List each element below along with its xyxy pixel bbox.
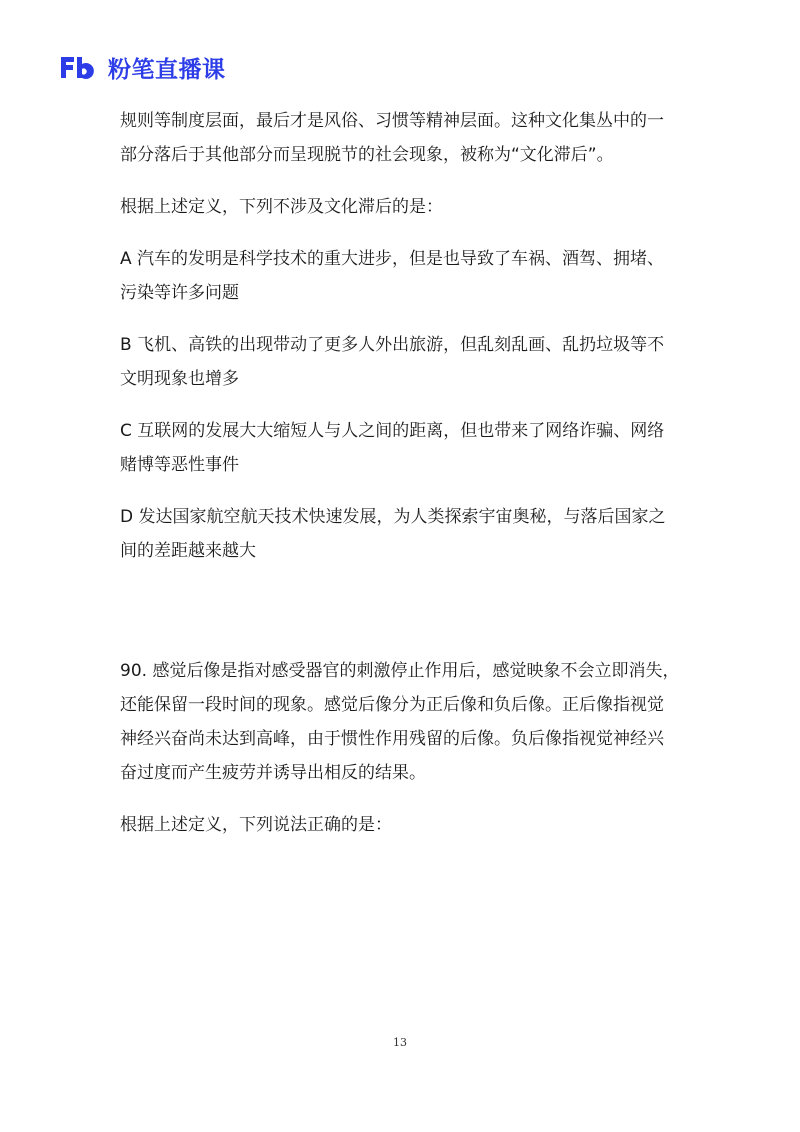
brand-name: 粉笔直播课 xyxy=(108,56,226,83)
question-90-definition: 90. 感觉后像是指对感受器官的刺激停止作用后，感觉映象不会立即消失，还能保留一段时间的现象。感觉后像分为正后像和负后像。正后像指视觉神经兴奋尚未达到高峰，由于惯性作用残留的后像。负后像指视觉神经兴奋过度而产生疲劳并诱导出相反的结果。 xyxy=(120,661,680,783)
option-b: B 飞机、高铁的出现带动了更多人外出旅游，但乱刻乱画、乱扔垃圾等不文明现象也增多 xyxy=(120,335,665,389)
page-number: 13 xyxy=(393,1036,407,1049)
question-stem: 根据上述定义，下列不涉及文化滞后的是： xyxy=(120,197,443,217)
fb-logo-icon xyxy=(58,53,102,81)
question-90-stem: 根据上述定义，下列说法正确的是： xyxy=(120,815,392,835)
document-body xyxy=(120,104,680,842)
option-c: C 互联网的发展大大缩短人与人之间的距离，但也带来了网络诈骗、网络赌博等恶性事件 xyxy=(120,421,665,475)
paragraph-definition-end: 规则等制度层面，最后才是风俗、习惯等精神层面。这种文化集丛中的一部分落后于其他部分而呈现脱节的社会现象，被称为“文化滞后”。 xyxy=(120,111,664,165)
option-a: A 汽车的发明是科学技术的重大进步，但是也导致了车祸、酒驾、拥堵、污染等许多问题 xyxy=(120,249,665,303)
option-d: D 发达国家航空航天技术快速发展，为人类探索宇宙奥秘，与落后国家之间的差距越来越大 xyxy=(120,507,666,561)
brand-header xyxy=(58,50,226,84)
